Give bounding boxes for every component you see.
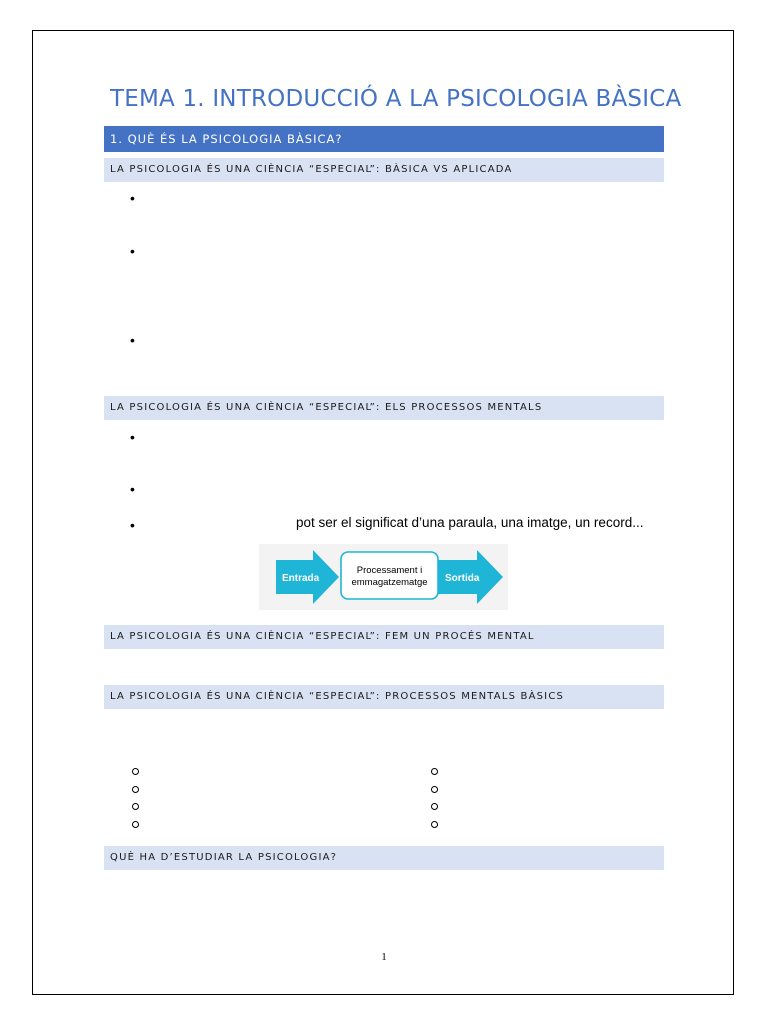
subheading-proces-mental: LA PSICOLOGIA ÉS UNA CIÈNCIA “ESPECIAL”: FEM UN PROCÉS MENTAL <box>104 625 664 649</box>
bullet-point: • <box>130 481 135 497</box>
sub-bullet-left <box>132 768 139 775</box>
bullet-text-significat: pot ser el significat d’una paraula, una imatge, un record... <box>296 515 644 530</box>
sub-bullet-left <box>132 786 139 793</box>
subheading-que-estudiar: QUÈ HA D’ESTUDIAR LA PSICOLOGIA? <box>104 846 664 870</box>
bullet-point: • <box>130 429 135 445</box>
subheading-processos-basics: LA PSICOLOGIA ÉS UNA CIÈNCIA “ESPECIAL”: PROCESSOS MENTALS BÀSICS <box>104 685 664 709</box>
bullet-point: • <box>130 190 135 206</box>
subheading-processos-mentals: LA PSICOLOGIA ÉS UNA CIÈNCIA “ESPECIAL”: ELS PROCESSOS MENTALS <box>104 396 664 420</box>
bullet-point: • <box>130 243 135 259</box>
input-arrow-label: Entrada <box>282 573 320 584</box>
document-title: TEMA 1. INTRODUCCIÓ A LA PSICOLOGIA BÀSICA <box>110 86 682 112</box>
bullet-point: • <box>130 332 135 348</box>
bullet-point: • <box>130 517 135 533</box>
sub-bullet-right <box>431 821 438 828</box>
output-arrow-label: Sortida <box>445 573 480 584</box>
sub-bullet-right <box>431 786 438 793</box>
sub-bullet-right <box>431 803 438 810</box>
sub-bullet-right <box>431 768 438 775</box>
process-box-label-line1: Processament i <box>356 565 423 576</box>
subheading-basica-aplicada: LA PSICOLOGIA ÉS UNA CIÈNCIA “ESPECIAL”: BÀSICA VS APLICADA <box>104 158 664 182</box>
sub-bullet-left <box>132 821 139 828</box>
sub-bullet-left <box>132 803 139 810</box>
processing-diagram <box>259 544 508 610</box>
page-number: 1 <box>381 951 387 963</box>
process-box-label-line2: emmagatzematge <box>351 577 428 588</box>
section-heading: 1. QUÈ ÉS LA PSICOLOGIA BÀSICA? <box>104 126 664 152</box>
